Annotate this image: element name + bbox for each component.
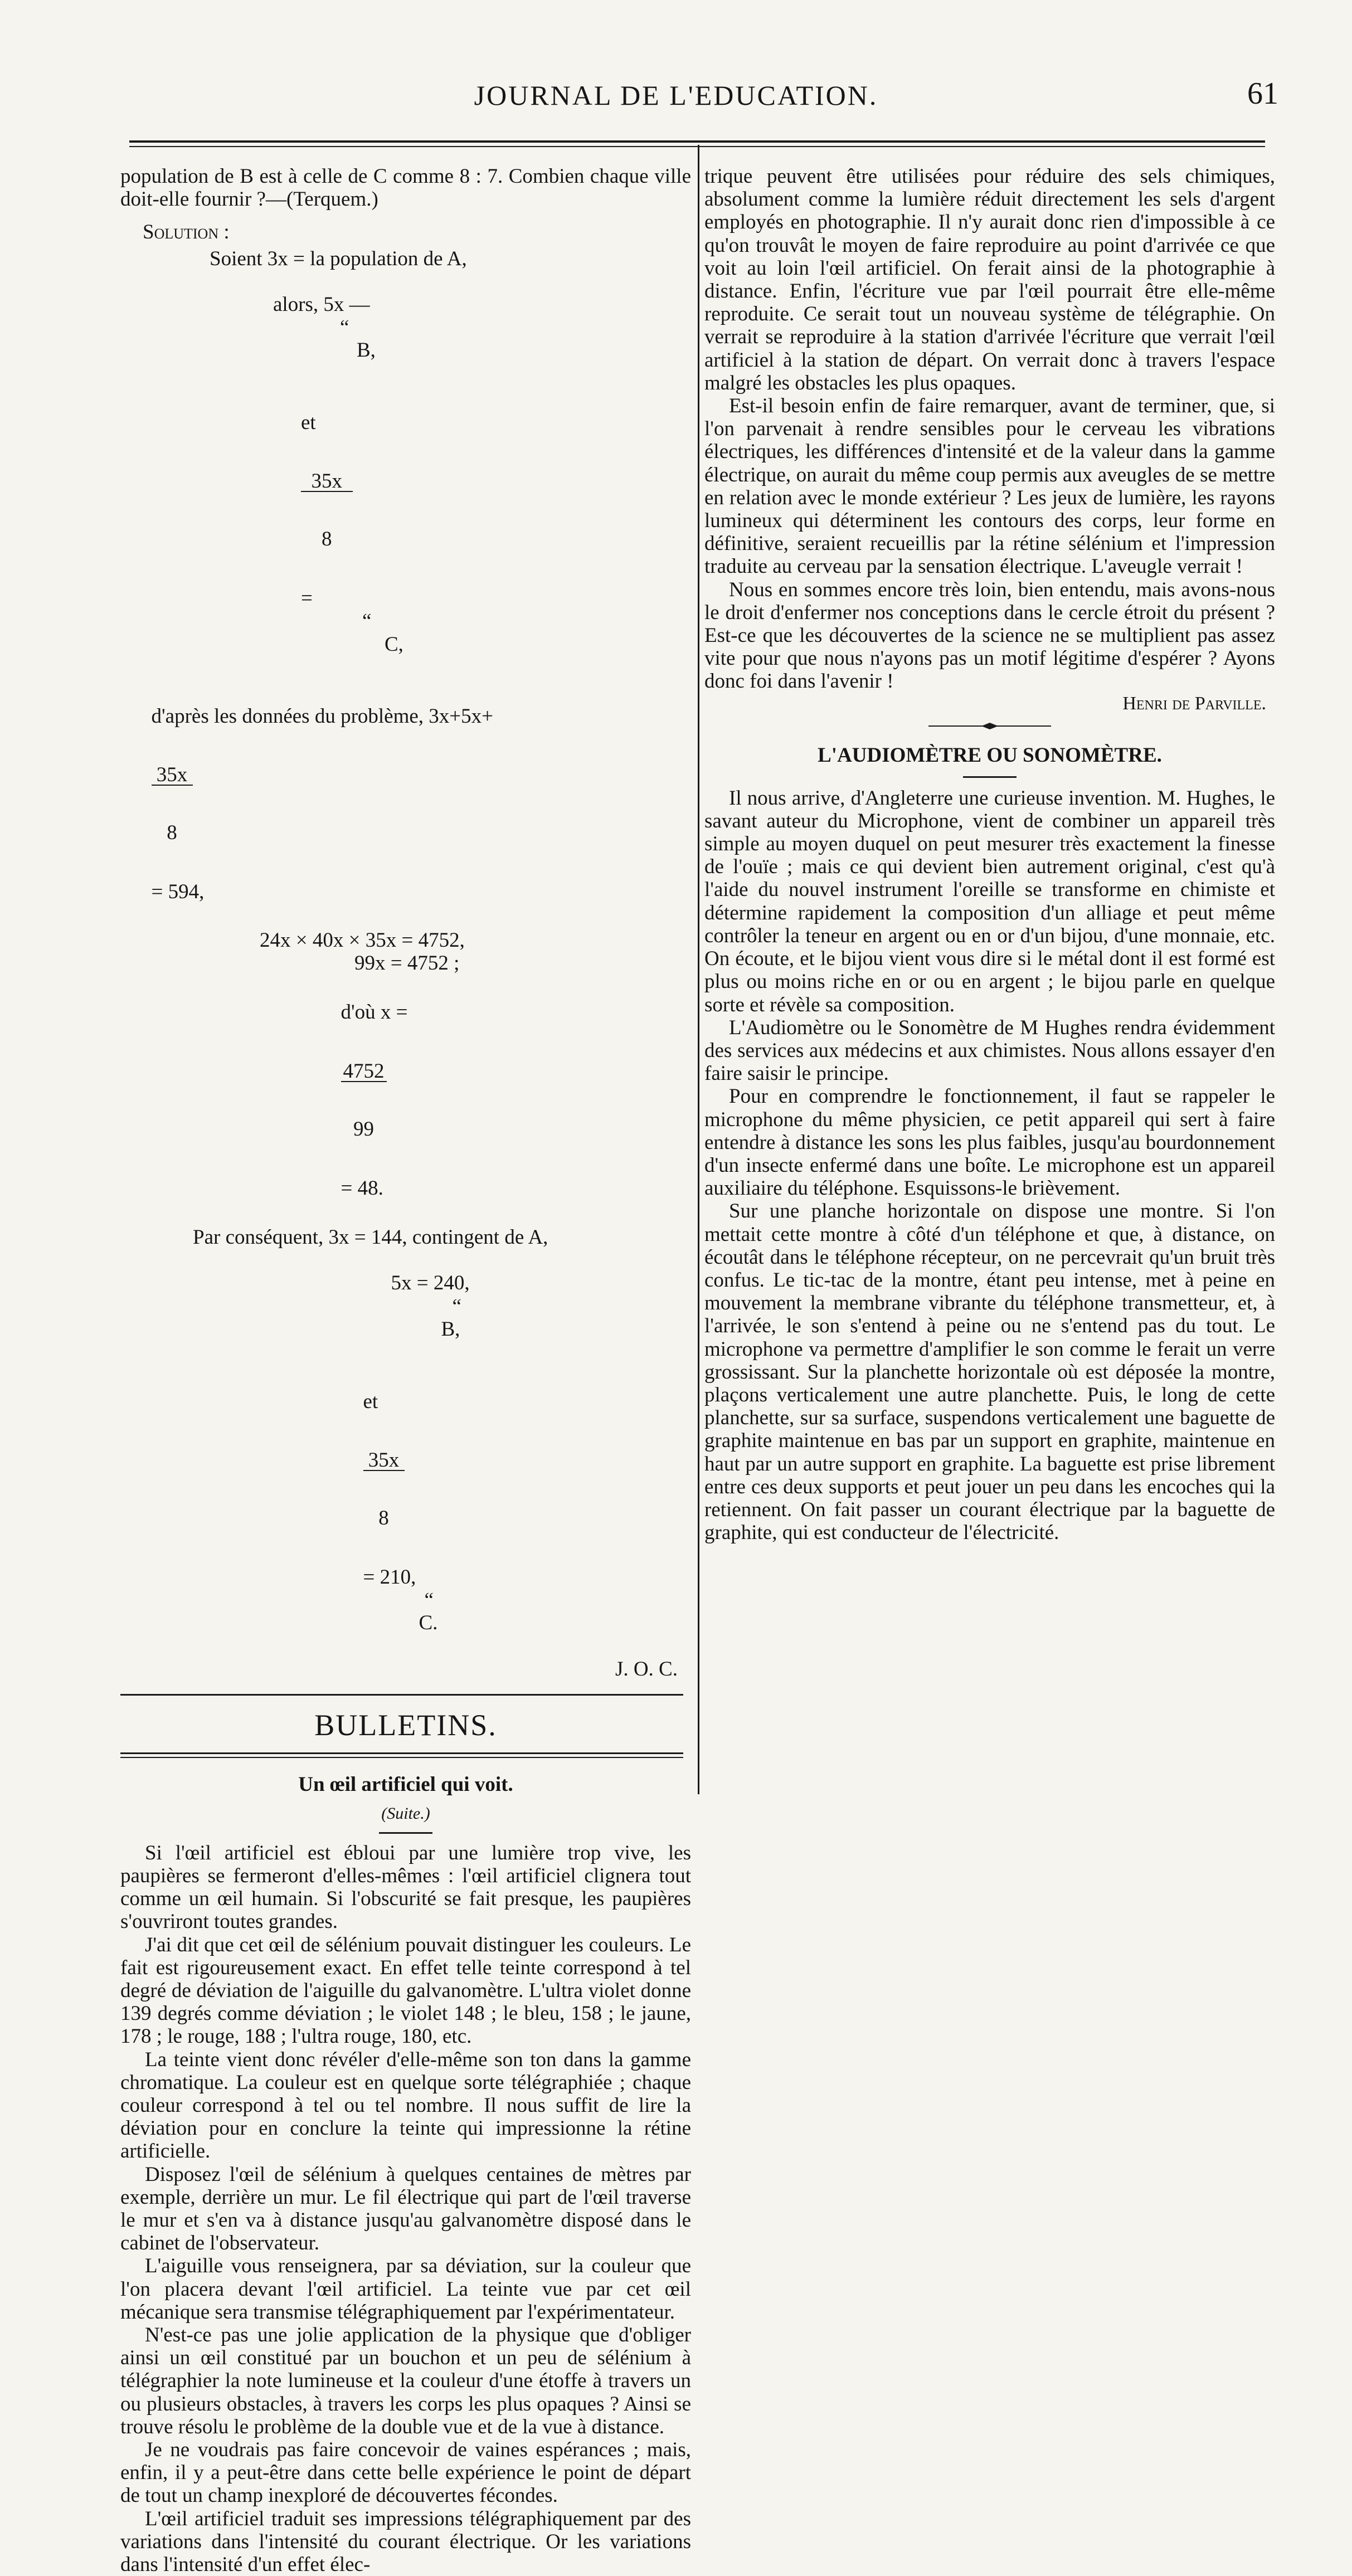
left-paragraph: L'aiguille vous renseignera, par sa déviation, sur la couleur que l'on placera devant l'œil artificiel. La teinte vue par cet œil mécanique sera transmise télégraphiquement par l'expérimentateur.: [120, 2254, 691, 2324]
page-number: 61: [1247, 76, 1278, 111]
math-line-3: [260, 388, 691, 679]
math-line-7: [310, 978, 691, 1223]
solution-initials: J. O. C.: [615, 1657, 678, 1681]
math-2-quote: “: [340, 316, 349, 339]
ornament-rule-icon: [928, 722, 1051, 730]
math-7-post: = 48.: [341, 1176, 383, 1200]
section-ornament: [704, 722, 1275, 730]
math-line-10: [332, 1367, 691, 1657]
math-3-b: C,: [385, 632, 403, 656]
right-paragraph: Sur une planche horizontale on dispose une montre. Si l'on mettait cette montre à côté d'un téléphone et que, à distance, on écoutât dans le téléphone récepteur, on ne percevrait qu'un bruit très confus. Le tic-tac de la montre, étant peu intense, met à peine en mouvement la membrane vibrante du téléphone transmetteur, et, à l'arrivée, le son s'entend à peine ou ne s'entend pas du tout. Le microphone va permettre d'amplifier le son comme le ferait un verre grossissant. Sur la planchette horizontale où est déposée la montre, plaçons verticalement une autre planchette. Puis, le long de cette planchette, sur sa surface, suspendons verticalement une baguette de graphite maintenue en bas par un support en graphite, maintenue en haut par un autre support en graphite. La baguette est prise librement entre ces deux supports et peut jouer un peu dans les encoches qui la retiennent. On fait passer un courant électrique par la baguette de graphite, qui est conducteur de l'électricité.: [704, 1200, 1275, 1545]
left-paragraph: Je ne voudrais pas faire concevoir de vaines espérances ; mais, enfin, il y a peut-être dans cette belle expérience le point de départ de tout un champ inexploré de découvertes fécondes.: [120, 2438, 691, 2507]
right-paragraph: trique peuvent être utilisées pour réduire des sels chimiques, absolument comme la lumière réduit directement les sels d'argent employés en photographie. Il n'y aurait donc rien d'impossible à ce qu'on trouvât le moyen de faire reproduire au point d'arrivée ce que voit au loin l'œil artificiel. On ferait ainsi de la photographie à distance. Enfin, l'écriture vue par l'œil pourrait être elle-même reproduite. Ce serait tout un nouveau système de télégraphie. On verrait se reproduire à la station d'arrivée l'écriture que verrait l'œil artificiel à la station de départ. On verrait donc à travers l'espace malgré les obstacles les plus opaques.: [704, 165, 1275, 395]
math-line-6: 99x = 4752 ;: [354, 952, 460, 975]
math-10-num: 35x: [363, 1451, 405, 1471]
math-3-quote: “: [362, 610, 372, 633]
math-7-num: 4752: [341, 1062, 387, 1082]
math-4-den: 8: [167, 821, 177, 845]
math-line-9: [360, 1249, 691, 1364]
right-paragraph: Il nous arrive, d'Angleterre une curieuse invention. M. Hughes, le savant auteur du Microphone, vient de combiner un appareil très simple au moyen duquel on peut mesurer très exactement la finesse de l'ouïe ; mais ce qui devient bien autrement original, c'est qu'à l'aide du nouvel instrument l'oreille se transforme en chimiste et détermine rapidement la composition d'un alliage et peut même contrôler la teneur en argent ou en or d'un bijou, d'une monnaie, etc. On écoute, et le bijou vient vous dire si le métal dont il est formé est plus ou moins riche en or ou en argent ; le bijou parle en quelque sorte et révèle sa composition.: [704, 786, 1275, 1016]
header-rule-thick: [129, 140, 1265, 143]
article-title-audiometre: L'AUDIOMÈTRE OU SONOMÈTRE.: [818, 743, 1162, 767]
left-paragraph: La teinte vient donc révéler d'elle-même son ton dans la gamme chromatique. La couleur est en quelque sorte télégraphiée ; chaque couleur correspond à tel ou tel nombre. Il nous suffit de lire la déviation pour en conclure la teinte qui impressionne la rétine artificielle.: [120, 2048, 691, 2163]
author-signature: Henri de Parville.: [1122, 693, 1266, 714]
left-paragraph: N'est-ce pas une jolie application de la physique que d'obliger ainsi un œil constitué par un bouchon et un peu de sélénium à télégraphier la note lumineuse et la couleur d'une étoffe à travers un ou plusieurs obstacles, à travers les corps les plus opaques ? Ainsi se trouve résolu le problème de la double vue et de la vue à distance.: [120, 2323, 691, 2438]
math-9-quote: “: [452, 1294, 461, 1318]
article-title-oeil: Un œil artificiel qui voit.: [298, 1772, 513, 1796]
math-line-8: Par conséquent, 3x = 144, contingent de A,: [193, 1226, 548, 1249]
math-4-post: = 594,: [151, 880, 205, 904]
left-paragraph: Disposez l'œil de sélénium à quelques centaines de mètres par exemple, derrière un mur. Le fil électrique qui part de l'œil traverse le mur et s'en va à distance jusqu'au galvanomètre disposé dans le cabinet de l'observateur.: [120, 2163, 691, 2255]
math-2-b: B,: [357, 339, 376, 362]
bulletins-rule-top: [120, 1694, 683, 1696]
left-paragraph: L'œil artificiel traduit ses impressions télégraphiquement par des variations dans l'intensité du courant électrique. Or les variations dans l'intensité d'un effet élec-: [120, 2507, 691, 2576]
left-paragraph: Si l'œil artificiel est ébloui par une lumière trop vive, les paupières se fermeront d'elles-mêmes : l'œil artificiel clignera tout comme un œil humain. Si l'obscurité se fait presque, les paupières s'ouvriront toutes grandes.: [120, 1841, 691, 1934]
title-rule: [963, 776, 1017, 778]
math-line-5: 24x × 40x × 35x = 4752,: [260, 928, 465, 952]
left-column: [120, 165, 691, 2576]
title-rule: [379, 1832, 432, 1834]
right-column: [704, 165, 1275, 1822]
math-4-num: 35x: [152, 766, 193, 786]
solution-label: Solution :: [143, 221, 230, 244]
header-rule-thin: [129, 146, 1265, 147]
math-3-fraction: [301, 434, 353, 587]
math-10-quote: “: [424, 1588, 434, 1611]
math-line-2: [232, 270, 691, 385]
journal-title: JOURNAL DE L'EDUCATION.: [474, 80, 878, 111]
problem-text: population de B est à celle de C comme 8 : 7. Combien chaque ville doit-elle fournir ?—(Terquem.): [120, 165, 691, 211]
right-paragraph: Pour en comprendre le fonctionnement, il faut se rappeler le microphone du même physicien, ce petit appareil qui sert à faire entendre à distance les sons les plus faibles, jusqu'au bourdonnement d'un insecte enfermé dans une boîte. Le microphone est un appareil auxiliaire du téléphone. Esquissons-le brièvement.: [704, 1085, 1275, 1200]
math-line-4: [120, 682, 691, 927]
math-10-a: et: [363, 1390, 378, 1413]
article-subtitle-suite: (Suite.): [381, 1804, 430, 1823]
math-3-den: 8: [322, 528, 332, 551]
math-2-a: alors, 5x —: [273, 293, 370, 316]
math-7-den: 99: [353, 1117, 374, 1141]
math-3-eq: =: [301, 587, 313, 610]
math-line-1: Soient 3x = la population de A,: [210, 247, 467, 270]
math-9-a: 5x = 240,: [391, 1272, 470, 1295]
right-paragraph: Nous en sommes encore très loin, bien entendu, mais avons-nous le droit d'enfermer nos conceptions dans le cercle étroit du présent ? Est-ce que les découvertes de la science ne se multiplient pas assez vite pour que nous n'ayons pas un motif légitime d'espérer ? Ayons donc foi dans l'avenir !: [704, 578, 1275, 693]
math-10-b: C.: [419, 1611, 438, 1635]
column-divider: [698, 145, 699, 1794]
math-3-a: et: [301, 411, 316, 435]
math-7-fraction: [341, 1024, 387, 1177]
math-10-fraction: [363, 1413, 405, 1566]
math-9-b: B,: [441, 1317, 460, 1341]
math-3-num: 35x: [301, 472, 353, 492]
running-head: [0, 76, 1352, 124]
math-10-den: 8: [378, 1506, 389, 1530]
math-4-pre: d'après les données du problème, 3x+5x+: [151, 705, 494, 728]
math-10-post: = 210,: [363, 1565, 416, 1589]
right-paragraph: Est-il besoin enfin de faire remarquer, avant de terminer, que, si l'on parvenait à rendre sensibles pour le cerveau les vibrations électriques, les différences d'intensité et de la valeur dans la gamme électrique, on aurait du même coup permis aux aveugles de se mettre en relation avec le monde extérieur ? Les jeux de lumière, les rayons lumineux qui déterminent les contours des corps, leur forme en définitive, seraient recueillis par la rétine sélénium et l'impression traduite au cerveau par la sensation électrique. L'aveugle verrait !: [704, 395, 1275, 578]
left-paragraph: J'ai dit que cet œil de sélénium pouvait distinguer les couleurs. Le fait est rigoureusement exact. En effet telle teinte correspond à tel degré de déviation de l'aiguille du galvanomètre. L'ultra violet donne 139 degrés comme déviation ; le violet 148 ; le bleu, 158 ; le jaune, 178 ; le rouge, 188 ; l'ultra rouge, 180, etc.: [120, 1933, 691, 2048]
solution-math: [210, 247, 691, 679]
right-paragraph: L'Audiomètre ou le Sonomètre de M Hughes rendra évidemment des services aux médecins et aux chimistes. Nous allons essayer d'en faire saisir le principe.: [704, 1016, 1275, 1085]
bulletins-rule-bottom: [120, 1752, 683, 1758]
math-7-pre: d'où x =: [341, 1001, 408, 1024]
bulletins-heading: BULLETINS.: [314, 1708, 497, 1742]
math-4-fraction: [152, 728, 193, 880]
